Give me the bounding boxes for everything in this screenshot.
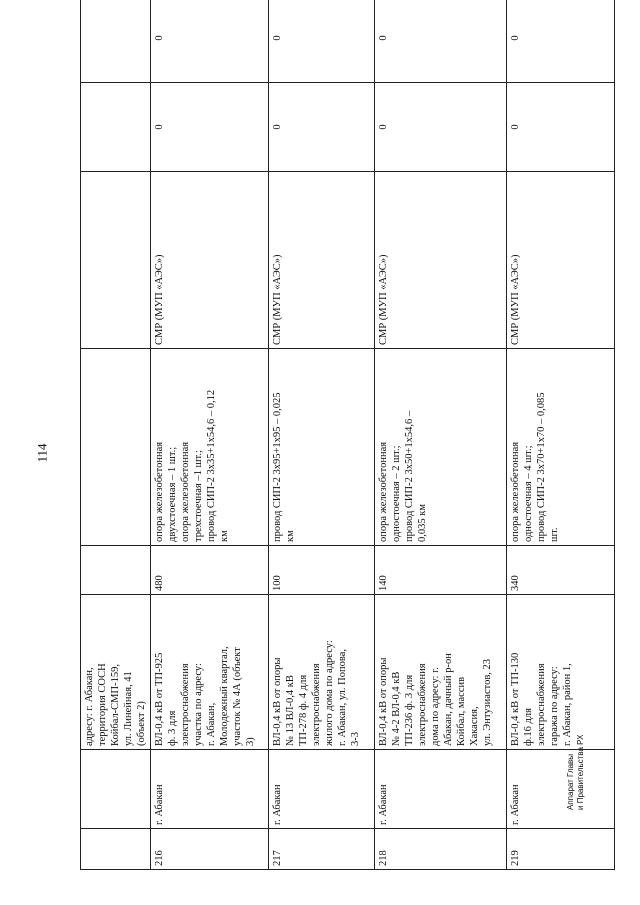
power-lines-table [80,0,615,870]
object-line: участок № 4А (объект [232,647,243,746]
cell-num: 216 [151,829,269,870]
cell-num: 218 [375,829,507,870]
object-line: ф.16 для [523,708,534,746]
object-line: ТП-236 ф. 3 для [404,674,415,746]
equipment-line: одностоечная – 2 шт.; [391,445,402,542]
cell-work: СМР (МУП «АЭС») [375,172,507,349]
cell-value-2: 0 [151,0,269,83]
equipment-line: шт. [549,527,560,542]
cell-num: 217 [269,829,375,870]
cell-object [151,595,269,750]
object-line: гаража по адресу: [549,666,560,746]
cell-length: 480 [151,546,269,595]
object-line: Хакасия, [469,706,480,746]
equipment-line: провод СИП-2 3х95+1х95 – 0,025 [272,392,283,542]
object-line: электроснабжения [180,663,191,746]
stamp-line-2: и Правительства РХ [576,734,585,810]
object-line: № 4-2 ВЛ-0,4 кВ [391,671,402,746]
table-row [507,0,615,870]
object-line: г. Абакан, район 1, [562,663,573,746]
equipment-line: провод СИП-2 3х35+1х54,6 – 0,12 [206,389,217,542]
object-line: электроснабжения [417,663,428,746]
equipment-line: опора железобетонная [180,441,191,542]
object-line: ф. 3 для [167,710,178,746]
object-line: (объект 2) [136,701,147,746]
page-number: 114 [34,443,50,463]
cell-value-1: 0 [151,83,269,172]
cell-work: СМР (МУП «АЭС») [151,172,269,349]
table-row [151,0,269,870]
equipment-line: одностоечная – 4 шт.; [523,445,534,542]
object-line: г. Абакан, [206,702,217,746]
equipment-line: опора железобетонная [378,441,389,542]
table-container [80,35,610,870]
cell-city: г. Абакан [151,750,269,829]
object-line: 3) [245,737,256,746]
cell-city: г. Абакан [507,750,615,829]
equipment-line: опора железобетонная [154,441,165,542]
equipment-line: двухстоечная – 1 шт.; [167,446,178,542]
cell-object [507,595,615,750]
object-line: ВЛ-0,4 кВ от опоры [272,657,283,746]
cell-object [81,595,151,750]
object-line: электроснабжения [536,663,547,746]
cell-work: СМР (МУП «АЭС») [269,172,375,349]
table-row-continuation [81,0,151,870]
object-line: № 13 ВЛ-0,4 кВ [285,675,296,746]
cell-value-1: 0 [375,83,507,172]
object-line: электроснабжения [311,663,322,746]
cell-length: 100 [269,546,375,595]
object-line: Абакан, дачный р-он [443,653,454,746]
cell-num: 219 [507,829,615,870]
object-line: ул. Энтузиастов, 23 [482,658,493,746]
object-line: участка по адресу: [193,663,204,746]
equipment-line: км [285,530,296,542]
object-line: территория СОСН [97,663,108,746]
equipment-line: провод СИП-2 3х70+1х70 – 0,085 [536,392,547,542]
cell-equipment [507,349,615,546]
table-row [269,0,375,870]
cell-length [81,546,151,595]
cell-num [81,829,151,870]
cell-value-2: 0 [507,0,615,83]
object-line: 3-3 [350,732,361,746]
cell-work [81,172,151,349]
object-line: ВЛ-0,4 кВ от опоры [378,657,389,746]
object-line: г. Абакан, ул. Попова, [337,649,348,746]
object-line: Койбал-СМП-159, [110,664,121,746]
object-line: ВЛ-0,4 кВ от ТП-130 [510,652,521,746]
cell-value-2: 0 [375,0,507,83]
equipment-line: опора железобетонная [510,441,521,542]
cell-value-1 [81,83,151,172]
stamp-line-1: Аппарат Главы [566,753,575,810]
cell-object [375,595,507,750]
object-line: ул. Линейная, 41 [123,671,134,746]
object-line: Молодежный квартал, [219,646,230,746]
table-row [375,0,507,870]
equipment-line: трехстоечная –1 шт.; [193,450,204,542]
object-line: жилого дома по адресу: [324,640,335,746]
cell-equipment [375,349,507,546]
equipment-line: провод СИП-2 3х50+1х54,6 – [404,410,415,542]
equipment-line: 0,035 км [417,504,428,542]
object-line: ТП-278 ф. 4 для [298,674,309,746]
cell-length: 140 [375,546,507,595]
object-line: Койбал, массив [456,676,467,746]
cell-value-1: 0 [507,83,615,172]
cell-equipment [269,349,375,546]
cell-city: г. Абакан [375,750,507,829]
cell-city: г. Абакан [269,750,375,829]
cell-work: СМР (МУП «АЭС») [507,172,615,349]
cell-value-2 [81,0,151,83]
cell-value-2: 0 [269,0,375,83]
object-line: дома по адресу: г. [430,667,441,746]
object-line: ВЛ-0,4 кВ от ТП-925 [154,652,165,746]
cell-length: 340 [507,546,615,595]
cell-city [81,750,151,829]
cell-value-1: 0 [269,83,375,172]
cell-object [269,595,375,750]
cell-equipment [151,349,269,546]
object-line: адресу: г. Абакан, [84,667,95,746]
equipment-line: км [219,530,230,542]
cell-equipment [81,349,151,546]
